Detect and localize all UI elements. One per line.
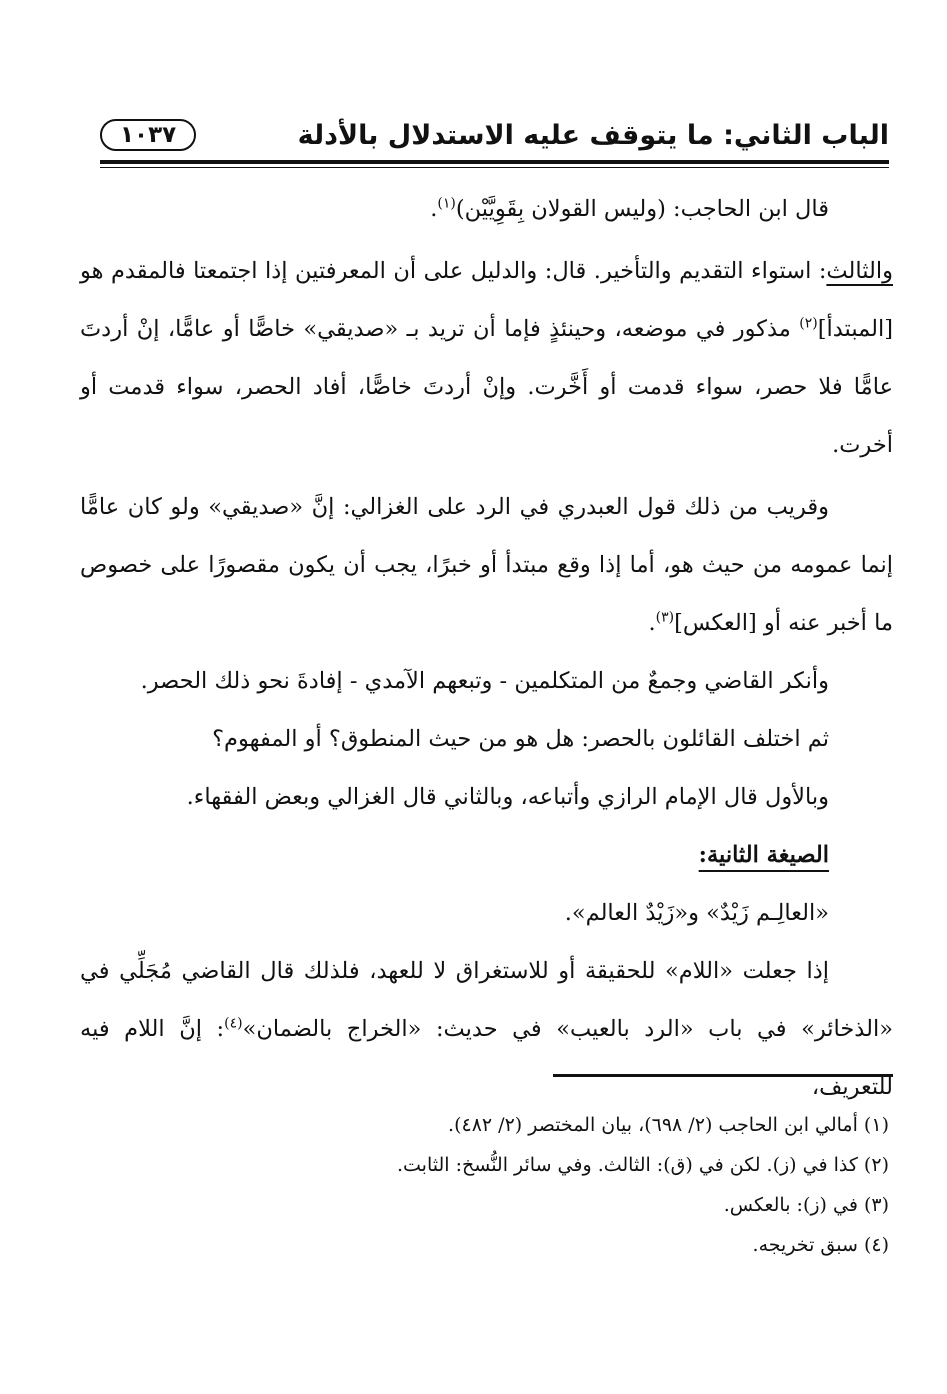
- header-rule-thin: [100, 167, 889, 168]
- paragraph-6: وبالأول قال الإمام الرازي وأتباعه، وبالثاني قال الغزالي وبعض الفقهاء.: [186, 784, 829, 810]
- footnote-3: (٣) في (ز): بالعكس.: [723, 1194, 889, 1216]
- footnote-ref-2: (٢): [799, 315, 818, 332]
- section-heading: [80, 826, 893, 884]
- paragraph-4: وأنكر القاضي وجمعٌ من المتكلمين - وتبعهم الآمدي - إفادةَ نحو ذلك الحصر.: [140, 668, 829, 694]
- paragraph-1: قال ابن الحاجب: (وليس القولان بِقَوِيَّيْن)$^{(١)}$.: [430, 195, 829, 222]
- heading-second-form: الصيغة الثانية:: [698, 842, 829, 868]
- page-number: ١٠٣٧: [100, 119, 196, 151]
- section-label-third: والثالث: [826, 258, 893, 284]
- paragraph-5: ثم اختلف القائلون بالحصر: هل هو من حيث المنطوق؟ أو المفهوم؟: [212, 726, 829, 752]
- footnote-ref-4: (٤): [224, 1015, 243, 1032]
- paragraph-3: وقريب من ذلك قول العبدري في الرد على الغزالي: إنَّ «صديقي» ولو كان عامًّا إنما عمومه من حيث هو، أما إذا وقع مبتدأ أو خبرًا، يجب أن يكون مقصورًا على خصوص ما أخبر عنه أو [العكس]$^{(٣)}$.: [80, 494, 893, 636]
- header-rule: [100, 160, 889, 164]
- paragraph-7: «العالِـم زَيْدٌ» و«زَيْدٌ العالم».: [564, 900, 829, 926]
- paragraph-8: إذا جعلت «اللام» للحقيقة أو للاستغراق لا للعهد، فلذلك قال القاضي مُجَلِّي في «الذخائر» في باب «الرد بالعيب» في حديث: «الخراج بالضمان»$^{(٤)}$: إنَّ اللام فيه للتعريف،: [80, 958, 893, 1100]
- footnote-4: (٤) سبق تخريجه.: [752, 1234, 889, 1256]
- chapter-title: الباب الثاني: ما يتوقف عليه الاستدلال بالأدلة: [297, 119, 889, 151]
- footnote-separator: [553, 1074, 893, 1077]
- running-header: [100, 110, 889, 160]
- footnote-ref-3: (٣): [655, 609, 675, 626]
- footnote-1: (١) أمالي ابن الحاجب (٢/ ٦٩٨)، بيان المختصر (٢/ ٤٨٢).: [448, 1114, 889, 1136]
- footnote-ref-1: (١): [437, 195, 456, 212]
- footnote-2: (٢) كذا في (ز). لكن في (ق): الثالث. وفي سائر النُّسخ: الثابت.: [396, 1154, 889, 1176]
- main-text: [80, 180, 893, 1116]
- footnotes: [100, 1105, 889, 1265]
- paragraph-2: والثالث: استواء التقديم والتأخير. قال: والدليل على أن المعرفتين إذا اجتمعتا فالمقدم هو [المبتدأ]$^{(٢)}$ مذكور في موضعه، وحينئذٍ فإما أن تريد بـ «صديقي» خاصًّا أو عامًّا، إنْ أردتَ عامًّا فلا حصر، سواء قدمت أو أَخَّرت. وإنْ أردتَ خاصًّا، أفاد الحصر، سواء قدمت أو أخرت.: [80, 258, 893, 458]
